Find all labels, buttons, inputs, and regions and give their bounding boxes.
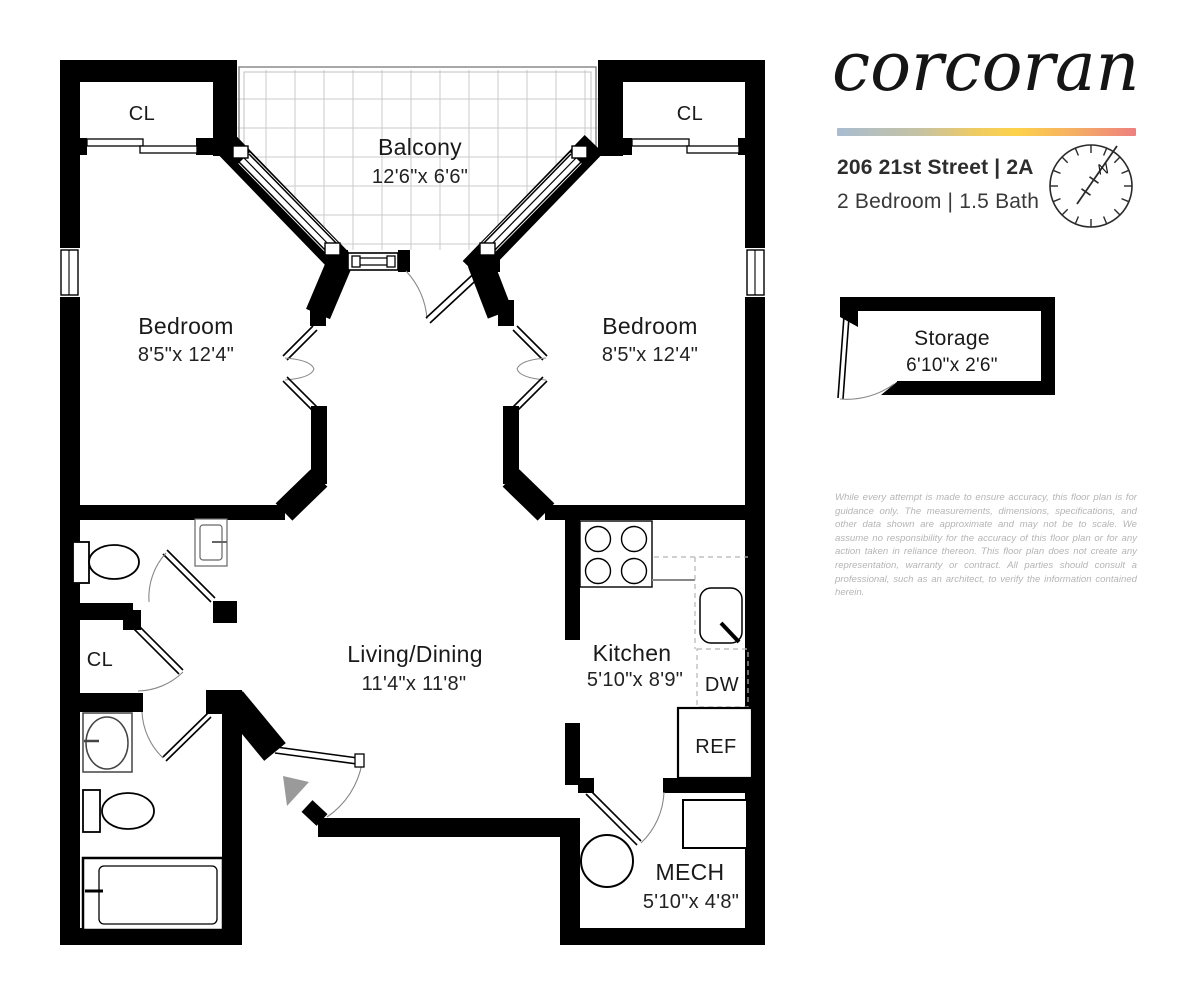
kitchen-sink [700,588,742,643]
mech-dims: 5'10"x 4'8" [642,891,740,913]
storage-plan [838,297,1055,399]
compass-needle [1077,146,1117,204]
water-heater [581,835,633,887]
disclaimer-text: While every attempt is made to ensure accuracy, this floor plan is for guidance only. The measurements, dimensions, specifications, and other data shown are approximate and may not be to scale. We assume no responsibility for the accuracy of this floor plan or for any action taken in reliance thereon. This floor plan does not create any representation, warranty or contract. All parties should consult a professional, such as an architect, to verify the information contained herein. [835,492,1137,599]
center-window [348,253,398,270]
bedroom-left-dims: 8'5"x 12'4" [137,344,235,366]
side-windows [57,248,768,297]
closet-top-left-label: CL [128,103,156,125]
half-bath [73,519,227,602]
refrigerator-label: REF [695,736,737,758]
mech-equipment [683,800,747,848]
bedroom-left-doors [283,326,317,411]
bedroom-right-doors [513,326,547,411]
bedroom-right-label: Bedroom [602,313,698,339]
balcony-dims: 12'6"x 6'6" [371,166,469,188]
closet-top-right-label: CL [676,103,704,125]
compass-icon [1050,145,1132,227]
closet-hall-label: CL [86,649,114,671]
angled-walls [226,144,594,820]
bedroom-right-dims: 8'5"x 12'4" [601,344,699,366]
dishwasher-label: DW [704,674,740,696]
toilet [83,790,154,832]
listing-details: 2 Bedroom | 1.5 Bath [837,190,1040,213]
toilet [73,542,139,583]
brand-gradient-bar [837,128,1136,136]
mech-label: MECH [655,859,725,885]
storage-dims: 6'10"x 2'6" [906,355,998,376]
bedroom-left-label: Bedroom [138,313,234,339]
compass-north-label: N [1096,160,1111,179]
entry-arrow [283,776,309,806]
balcony-tile-grid [230,60,605,260]
closet-left-sliding-door [87,139,197,153]
kitchen-label: Kitchen [592,640,672,666]
hall-closet-door [133,624,183,691]
bathtub [83,858,223,930]
small-sink [195,519,227,566]
walls [60,60,765,945]
bath-sink [83,713,132,772]
closet-right-sliding-door [632,139,739,153]
balcony-label: Balcony [378,134,462,160]
kitchen-dims: 5'10"x 8'9" [586,669,684,691]
bay-window-right [480,146,587,255]
stove [580,521,652,587]
living-dining-label: Living/Dining [347,641,483,667]
full-bath [83,712,223,930]
brand-logo: corcoran [832,28,1140,107]
listing-address: 206 21st Street | 2A [837,156,1034,179]
storage-label: Storage [914,327,990,350]
living-dining-dims: 11'4"x 11'8" [361,673,467,695]
entry-door [275,747,364,817]
